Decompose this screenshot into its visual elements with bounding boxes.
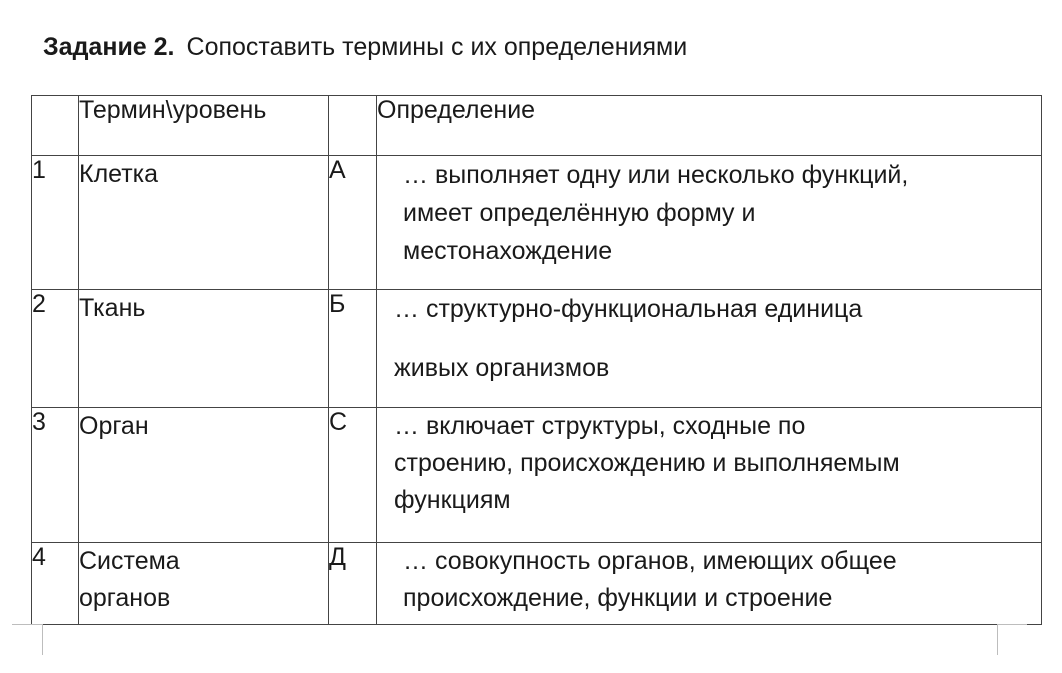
row-letter: Д <box>329 543 377 625</box>
term-line: Ткань <box>79 294 146 322</box>
row-number: 3 <box>32 408 79 543</box>
task-instruction: Сопоставить термины с их определениями <box>186 33 688 61</box>
term-line: Клетка <box>79 160 159 188</box>
table-row <box>32 290 1042 408</box>
table-header-row <box>32 96 1042 156</box>
row-definition <box>377 290 1042 408</box>
row-term <box>79 156 329 290</box>
definition-line: … структурно-функциональная единица <box>394 295 863 323</box>
definition-line: функциям <box>394 486 511 514</box>
row-definition <box>377 156 1042 290</box>
definition-line: имеет определённую форму и <box>403 199 756 227</box>
page-corner-mark-right-vertical <box>997 624 998 655</box>
page-corner-mark-left-vertical <box>42 624 43 655</box>
term-line: органов <box>79 584 171 612</box>
task-title <box>43 30 687 64</box>
term-line: Орган <box>79 412 149 440</box>
row-definition <box>377 408 1042 543</box>
row-number: 2 <box>32 290 79 408</box>
row-term <box>79 408 329 543</box>
definition-line: живых организмов <box>394 354 610 382</box>
definition-line: происхождение, функции и строение <box>403 584 833 612</box>
row-number: 4 <box>32 543 79 625</box>
row-number: 1 <box>32 156 79 290</box>
header-term: Термин\уровень <box>79 96 329 156</box>
header-definition: Определение <box>377 96 1042 156</box>
definition-line: строению, происхождению и выполняемым <box>394 449 900 477</box>
table-row <box>32 543 1042 625</box>
definition-line: … совокупность органов, имеющих общее <box>403 547 897 575</box>
row-letter: С <box>329 408 377 543</box>
row-letter: А <box>329 156 377 290</box>
header-number <box>32 96 79 156</box>
definition-line: местонахождение <box>403 237 613 265</box>
term-line: Система <box>79 547 180 575</box>
page-corner-mark-left <box>12 624 43 625</box>
header-letter <box>329 96 377 156</box>
table-row <box>32 408 1042 543</box>
task-label: Задание 2. <box>43 33 175 61</box>
row-definition <box>377 543 1042 625</box>
definition-line: … включает структуры, сходные по <box>394 412 806 440</box>
definition-line: … выполняет одну или несколько функций, <box>403 161 909 189</box>
row-letter: Б <box>329 290 377 408</box>
matching-table <box>31 95 1042 625</box>
table-row <box>32 156 1042 290</box>
row-term <box>79 290 329 408</box>
page-corner-mark-right <box>997 624 1027 625</box>
row-term <box>79 543 329 625</box>
